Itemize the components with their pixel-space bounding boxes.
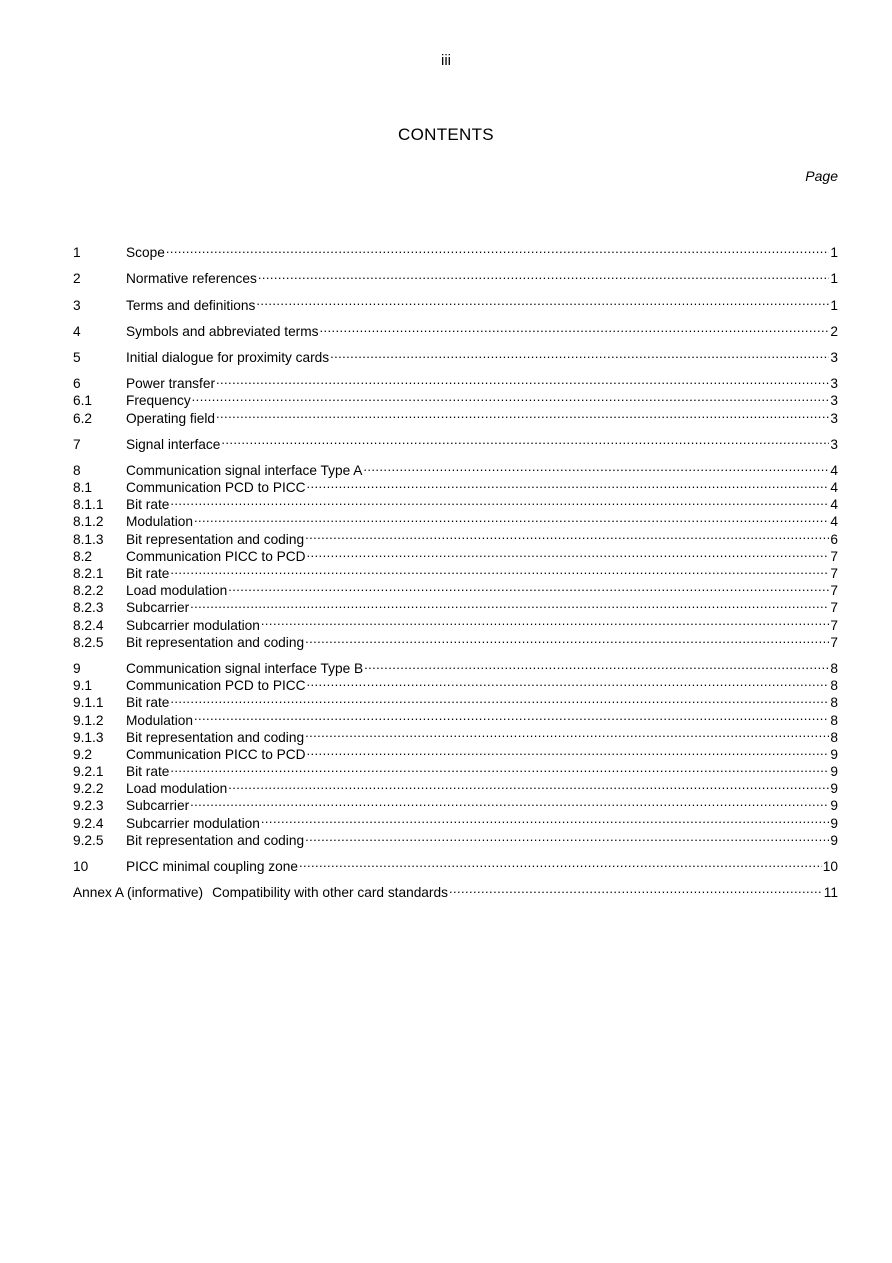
toc-entry-title: Load modulation: [126, 583, 228, 599]
toc-entry-page: 7: [830, 548, 838, 564]
annex-title: Compatibility with other card standards: [212, 885, 448, 901]
toc-entry-page: 3: [830, 349, 838, 365]
toc-entry-number: 8.2.1: [73, 566, 104, 581]
toc-entry-number: 8.2: [73, 548, 93, 564]
annex-page: 11: [823, 885, 838, 901]
toc-entry-number: 6.1: [73, 393, 93, 409]
toc-entry-page: 1: [830, 297, 838, 313]
toc-entry-number: 3: [73, 297, 81, 313]
toc-entry-title: Bit rate: [126, 497, 170, 513]
toc-entry-title: Subcarrier modulation: [126, 815, 260, 831]
dot-leader: [307, 742, 830, 759]
toc-entry-number: 10: [73, 859, 89, 874]
toc-entry-title: Communication signal interface Type B: [126, 660, 364, 676]
toc-entry-page: 9: [830, 815, 838, 831]
toc-entry-page: 9: [830, 746, 838, 762]
toc-entry-number: 9.1.2: [73, 712, 104, 728]
toc-entry-title: Subcarrier: [126, 798, 190, 814]
toc-entry-number: 5: [73, 349, 81, 365]
dot-leader: [258, 266, 830, 283]
dot-leader: [170, 492, 829, 509]
toc-entry-page: 8: [830, 660, 838, 676]
dot-leader: [261, 612, 829, 629]
toc-entry-title: Communication PICC to PCD: [126, 548, 306, 564]
toc-entry[interactable]: [73, 690, 838, 711]
toc-entry-page: 7: [830, 634, 838, 650]
dot-leader: [307, 544, 830, 561]
toc-entry-title: Load modulation: [126, 781, 228, 797]
toc-entry-title: Communication PCD to PICC: [126, 678, 306, 694]
page-column-label: Page: [805, 168, 838, 184]
toc-entry-title: Bit representation and coding: [126, 531, 305, 547]
toc-entry-number: 7: [73, 436, 81, 452]
dot-leader: [170, 561, 829, 578]
annex-prefix: Annex A (informative): [73, 885, 204, 901]
toc-entry-title: Communication PICC to PCD: [126, 746, 306, 762]
toc-entry-title: Power transfer: [126, 376, 216, 392]
toc-entry[interactable]: [73, 707, 838, 728]
toc-entry[interactable]: [73, 345, 838, 365]
toc-entry-page: 4: [830, 497, 838, 513]
dot-leader: [216, 405, 829, 422]
toc-entry-title: Initial dialogue for proximity cards: [126, 349, 330, 365]
toc-entry[interactable]: [73, 319, 838, 339]
toc-entry-page: 2: [830, 323, 838, 339]
toc-entry-number: 8.2.2: [73, 583, 104, 599]
dot-leader: [192, 388, 830, 405]
toc-entry-number: 8.1.3: [73, 531, 104, 547]
dot-leader: [190, 595, 829, 612]
toc-entry-title: Bit representation and coding: [126, 634, 305, 650]
toc-entry[interactable]: [73, 656, 838, 676]
toc-entry-number: 9.2.4: [73, 815, 104, 831]
dot-leader: [221, 432, 829, 449]
toc-entry-page: 9: [830, 764, 838, 780]
toc-entry[interactable]: [73, 458, 838, 478]
toc-entry-page: 8: [830, 678, 838, 694]
contents-heading: CONTENTS: [398, 125, 494, 144]
toc-entry-number: 9: [73, 660, 81, 676]
toc-entry-number: 8.2.4: [73, 617, 104, 633]
toc-entry-page: 3: [830, 410, 838, 426]
toc-entry-page: 3: [830, 393, 838, 409]
toc-entry[interactable]: [73, 432, 838, 452]
toc-entry[interactable]: [73, 759, 838, 780]
toc-entry[interactable]: [73, 854, 838, 874]
toc-entry-page: 6: [830, 531, 838, 547]
dot-leader: [228, 776, 829, 793]
dot-leader: [319, 319, 829, 336]
page-number: iii: [441, 52, 451, 69]
toc-annex-entry[interactable]: [73, 880, 838, 901]
toc-entry-title: Bit rate: [126, 566, 170, 581]
toc-entry-title: Frequency: [126, 393, 191, 409]
toc-entry-page: 7: [830, 600, 838, 616]
toc-entry-title: Communication signal interface Type A: [126, 462, 363, 478]
toc-entry-page: 10: [822, 859, 838, 874]
toc-entry-page: 9: [830, 832, 838, 848]
toc-entry-number: 9.1.3: [73, 729, 104, 745]
toc-entry[interactable]: [73, 292, 838, 313]
dot-leader: [305, 526, 829, 543]
dot-leader: [305, 828, 829, 845]
toc-entry-number: 8.2.5: [73, 634, 104, 650]
toc-entry-title: Bit representation and coding: [126, 729, 305, 745]
toc-entry-title: Scope: [126, 245, 165, 261]
toc-entry[interactable]: [73, 371, 838, 392]
dot-leader: [256, 292, 829, 309]
annex-label-group: [73, 884, 449, 901]
toc-entry-number: 9.1.1: [73, 695, 104, 711]
table-of-contents: [73, 240, 838, 901]
toc-entry-title: PICC minimal coupling zone: [126, 859, 298, 874]
toc-entry-number: 8.1.2: [73, 514, 104, 530]
toc-entry[interactable]: [73, 240, 838, 261]
dot-leader: [364, 656, 829, 673]
toc-entry-number: 9.2.2: [73, 781, 104, 797]
toc-entry-title: Modulation: [126, 514, 193, 530]
toc-entry-number: 9.2.3: [73, 798, 104, 814]
toc-entry-title: Modulation: [126, 712, 193, 728]
dot-leader: [216, 371, 829, 388]
dot-leader: [330, 345, 829, 362]
toc-entry-page: 3: [830, 376, 838, 392]
toc-entry-page: 4: [830, 462, 838, 478]
toc-entry-page: 7: [830, 566, 838, 581]
toc-entry-page: 7: [830, 617, 838, 633]
dot-leader: [299, 854, 822, 871]
toc-entry-number: 8.1.1: [73, 497, 104, 513]
toc-entry[interactable]: [73, 776, 838, 797]
toc-entry[interactable]: [73, 492, 838, 513]
dot-leader: [305, 630, 829, 647]
toc-entry-number: 6.2: [73, 410, 93, 426]
toc-entry-title: Signal interface: [126, 436, 221, 452]
dot-leader: [170, 759, 829, 776]
dot-leader: [449, 880, 823, 897]
toc-entry-title: Bit rate: [126, 764, 170, 780]
toc-entry[interactable]: [73, 509, 838, 530]
toc-entry-title: Subcarrier: [126, 600, 190, 616]
dot-leader: [363, 458, 829, 475]
toc-entry-page: 4: [830, 514, 838, 530]
toc-entry[interactable]: [73, 266, 838, 287]
toc-entry-number: 9.2.1: [73, 764, 104, 780]
dot-leader: [194, 707, 829, 724]
toc-entry-page: 9: [830, 781, 838, 797]
toc-entry-title: Bit representation and coding: [126, 832, 305, 848]
toc-entry[interactable]: [73, 578, 838, 599]
toc-entry-page: 8: [830, 712, 838, 728]
toc-entry-title: Terms and definitions: [126, 297, 256, 313]
dot-leader: [305, 725, 829, 742]
toc-entry-title: Communication PCD to PICC: [126, 480, 306, 496]
dot-leader: [190, 793, 829, 810]
toc-entry-number: 9.2: [73, 746, 93, 762]
dot-leader: [307, 673, 830, 690]
toc-entry-page: 8: [830, 695, 838, 711]
dot-leader: [307, 475, 830, 492]
toc-entry[interactable]: [73, 561, 838, 581]
toc-entry-page: 4: [830, 480, 838, 496]
dot-leader: [194, 509, 829, 526]
toc-entry-number: 1: [73, 245, 81, 261]
toc-entry-page: 7: [830, 583, 838, 599]
toc-entry-title: Bit rate: [126, 695, 170, 711]
toc-entry-number: 9.1: [73, 678, 93, 694]
toc-entry-number: 6: [73, 376, 81, 392]
toc-entry-number: 9.2.5: [73, 832, 104, 848]
toc-entry-number: 8: [73, 462, 81, 478]
dot-leader: [170, 690, 829, 707]
toc-entry-number: 2: [73, 271, 81, 287]
toc-entry-number: 8.2.3: [73, 600, 104, 616]
dot-leader: [166, 240, 830, 257]
dot-leader: [261, 810, 829, 827]
toc-entry-number: 4: [73, 323, 81, 339]
toc-entry-page: 9: [830, 798, 838, 814]
dot-leader: [228, 578, 829, 595]
toc-entry-title: Symbols and abbreviated terms: [126, 323, 319, 339]
toc-entry-page: 3: [830, 436, 838, 452]
toc-entry-page: 1: [830, 271, 838, 287]
toc-entry-title: Operating field: [126, 410, 216, 426]
toc-entry-title: Subcarrier modulation: [126, 617, 260, 633]
toc-entry-title: Normative references: [126, 271, 257, 287]
toc-entry-page: 1: [830, 245, 838, 261]
toc-entry-number: 8.1: [73, 480, 93, 496]
toc-entry-page: 8: [830, 729, 838, 745]
